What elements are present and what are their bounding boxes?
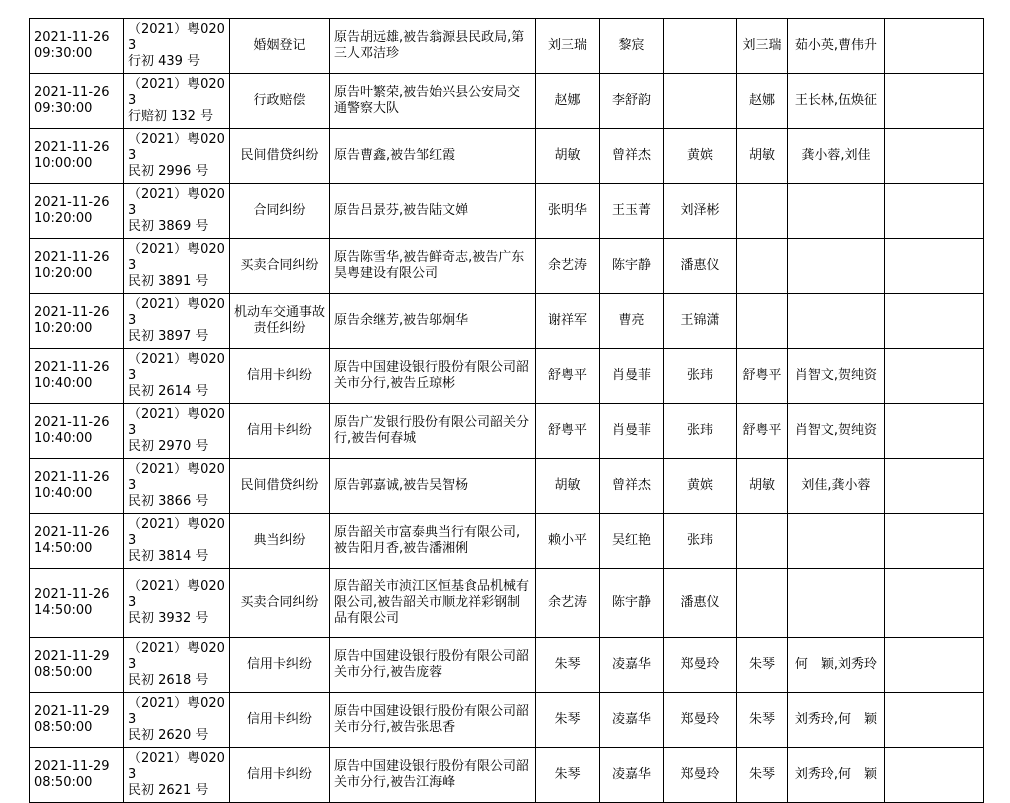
table-row (30, 638, 984, 693)
presiding-judge-cell (737, 239, 788, 294)
clerk-cell: 吴红艳 (600, 514, 664, 569)
case-cause-cell: 信用卡纠纷 (230, 693, 330, 748)
hearing-time-cell: 2021-11-26 10:20:00 (30, 239, 124, 294)
extra-cell (885, 748, 984, 803)
parties-cell: 原告吕景芬,被告陆文婵 (330, 184, 536, 239)
case-number-cell: （2021）粤0203 行赔初 132 号 (124, 74, 230, 129)
extra-cell (885, 239, 984, 294)
panel-members-cell: 肖智文,贺纯资 (788, 349, 885, 404)
parties-cell: 原告韶关市浈江区恒基食品机械有限公司,被告韶关市顺龙祥彩钢制品有限公司 (330, 569, 536, 638)
extra-cell (885, 19, 984, 74)
assistant-cell: 郑曼玲 (664, 748, 737, 803)
case-cause-cell: 民间借贷纠纷 (230, 459, 330, 514)
judge-cell: 朱琴 (536, 693, 600, 748)
assistant-cell: 郑曼玲 (664, 693, 737, 748)
hearing-time-cell: 2021-11-26 09:30:00 (30, 19, 124, 74)
case-number-cell: （2021）粤0203 民初 3891 号 (124, 239, 230, 294)
extra-cell (885, 349, 984, 404)
panel-members-cell: 刘秀玲,何 颖 (788, 748, 885, 803)
clerk-cell: 黎宸 (600, 19, 664, 74)
judge-cell: 余艺涛 (536, 239, 600, 294)
hearing-time-cell: 2021-11-29 08:50:00 (30, 693, 124, 748)
judge-cell: 刘三瑞 (536, 19, 600, 74)
assistant-cell: 王锦潇 (664, 294, 737, 349)
case-number-cell: （2021）粤0203 民初 3897 号 (124, 294, 230, 349)
clerk-cell: 陈宇静 (600, 569, 664, 638)
parties-cell: 原告余继芳,被告邬炯华 (330, 294, 536, 349)
presiding-judge-cell (737, 294, 788, 349)
parties-cell: 原告曹鑫,被告邹红霞 (330, 129, 536, 184)
hearing-schedule-table (29, 18, 984, 803)
clerk-cell: 肖曼菲 (600, 404, 664, 459)
table-row (30, 74, 984, 129)
parties-cell: 原告中国建设银行股份有限公司韶关市分行,被告张思香 (330, 693, 536, 748)
table-row (30, 748, 984, 803)
judge-cell: 张明华 (536, 184, 600, 239)
assistant-cell: 黄嫔 (664, 129, 737, 184)
judge-cell: 朱琴 (536, 748, 600, 803)
case-number-cell: （2021）粤0203 民初 3932 号 (124, 569, 230, 638)
assistant-cell: 黄嫔 (664, 459, 737, 514)
case-number-cell: （2021）粤0203 民初 2618 号 (124, 638, 230, 693)
presiding-judge-cell: 赵娜 (737, 74, 788, 129)
parties-cell: 原告陈雪华,被告鲜奇志,被告广东昊粤建设有限公司 (330, 239, 536, 294)
judge-cell: 舒粤平 (536, 404, 600, 459)
table-body (30, 19, 984, 803)
parties-cell: 原告韶关市富泰典当行有限公司,被告阳月香,被告潘湘俐 (330, 514, 536, 569)
hearing-time-cell: 2021-11-29 08:50:00 (30, 638, 124, 693)
case-number-cell: （2021）粤0203 民初 3814 号 (124, 514, 230, 569)
extra-cell (885, 129, 984, 184)
case-number-cell: （2021）粤0203 行初 439 号 (124, 19, 230, 74)
case-number-cell: （2021）粤0203 民初 3869 号 (124, 184, 230, 239)
panel-members-cell: 何 颖,刘秀玲 (788, 638, 885, 693)
judge-cell: 朱琴 (536, 638, 600, 693)
case-cause-cell: 典当纠纷 (230, 514, 330, 569)
extra-cell (885, 294, 984, 349)
presiding-judge-cell: 朱琴 (737, 693, 788, 748)
presiding-judge-cell (737, 184, 788, 239)
case-cause-cell: 信用卡纠纷 (230, 404, 330, 459)
judge-cell: 赖小平 (536, 514, 600, 569)
assistant-cell (664, 19, 737, 74)
presiding-judge-cell: 胡敏 (737, 459, 788, 514)
case-cause-cell: 合同纠纷 (230, 184, 330, 239)
case-cause-cell: 买卖合同纠纷 (230, 569, 330, 638)
case-number-cell: （2021）粤0203 民初 2620 号 (124, 693, 230, 748)
panel-members-cell (788, 184, 885, 239)
case-number-cell: （2021）粤0203 民初 2970 号 (124, 404, 230, 459)
assistant-cell: 刘泽彬 (664, 184, 737, 239)
case-cause-cell: 信用卡纠纷 (230, 638, 330, 693)
clerk-cell: 凌嘉华 (600, 748, 664, 803)
table-row (30, 459, 984, 514)
extra-cell (885, 404, 984, 459)
case-cause-cell: 信用卡纠纷 (230, 748, 330, 803)
table-row (30, 239, 984, 294)
hearing-time-cell: 2021-11-26 14:50:00 (30, 569, 124, 638)
case-cause-cell: 民间借贷纠纷 (230, 129, 330, 184)
assistant-cell: 张玮 (664, 404, 737, 459)
clerk-cell: 曾祥杰 (600, 129, 664, 184)
judge-cell: 胡敏 (536, 129, 600, 184)
panel-members-cell (788, 514, 885, 569)
clerk-cell: 曾祥杰 (600, 459, 664, 514)
clerk-cell: 曹亮 (600, 294, 664, 349)
presiding-judge-cell: 朱琴 (737, 638, 788, 693)
panel-members-cell: 肖智文,贺纯资 (788, 404, 885, 459)
assistant-cell: 郑曼玲 (664, 638, 737, 693)
extra-cell (885, 693, 984, 748)
case-number-cell: （2021）粤0203 民初 2996 号 (124, 129, 230, 184)
parties-cell: 原告郭嘉诚,被告吴智杨 (330, 459, 536, 514)
extra-cell (885, 184, 984, 239)
hearing-time-cell: 2021-11-26 10:40:00 (30, 349, 124, 404)
judge-cell: 谢祥军 (536, 294, 600, 349)
extra-cell (885, 638, 984, 693)
assistant-cell: 潘惠仪 (664, 569, 737, 638)
hearing-time-cell: 2021-11-26 10:20:00 (30, 294, 124, 349)
hearing-time-cell: 2021-11-26 10:40:00 (30, 459, 124, 514)
case-number-cell: （2021）粤0203 民初 2614 号 (124, 349, 230, 404)
panel-members-cell: 刘秀玲,何 颖 (788, 693, 885, 748)
case-cause-cell: 买卖合同纠纷 (230, 239, 330, 294)
panel-members-cell (788, 294, 885, 349)
presiding-judge-cell (737, 514, 788, 569)
clerk-cell: 李舒韵 (600, 74, 664, 129)
hearing-time-cell: 2021-11-26 10:00:00 (30, 129, 124, 184)
hearing-time-cell: 2021-11-29 08:50:00 (30, 748, 124, 803)
table-row (30, 19, 984, 74)
panel-members-cell: 王长林,伍焕征 (788, 74, 885, 129)
presiding-judge-cell: 朱琴 (737, 748, 788, 803)
judge-cell: 胡敏 (536, 459, 600, 514)
hearing-time-cell: 2021-11-26 10:20:00 (30, 184, 124, 239)
table-row (30, 184, 984, 239)
extra-cell (885, 569, 984, 638)
extra-cell (885, 459, 984, 514)
table-row (30, 404, 984, 459)
assistant-cell (664, 74, 737, 129)
clerk-cell: 肖曼菲 (600, 349, 664, 404)
assistant-cell: 潘惠仪 (664, 239, 737, 294)
case-cause-cell: 信用卡纠纷 (230, 349, 330, 404)
parties-cell: 原告中国建设银行股份有限公司韶关市分行,被告江海峰 (330, 748, 536, 803)
table-row (30, 349, 984, 404)
assistant-cell: 张玮 (664, 514, 737, 569)
parties-cell: 原告叶繁荣,被告始兴县公安局交通警察大队 (330, 74, 536, 129)
presiding-judge-cell (737, 569, 788, 638)
panel-members-cell: 茹小英,曹伟升 (788, 19, 885, 74)
judge-cell: 舒粤平 (536, 349, 600, 404)
parties-cell: 原告中国建设银行股份有限公司韶关市分行,被告庞蓉 (330, 638, 536, 693)
table-row (30, 693, 984, 748)
table-row (30, 294, 984, 349)
table-row (30, 514, 984, 569)
case-cause-cell: 婚姻登记 (230, 19, 330, 74)
panel-members-cell (788, 239, 885, 294)
judge-cell: 赵娜 (536, 74, 600, 129)
table-row (30, 129, 984, 184)
hearing-time-cell: 2021-11-26 10:40:00 (30, 404, 124, 459)
case-number-cell: （2021）粤0203 民初 3866 号 (124, 459, 230, 514)
case-cause-cell: 行政赔偿 (230, 74, 330, 129)
hearing-time-cell: 2021-11-26 09:30:00 (30, 74, 124, 129)
presiding-judge-cell: 刘三瑞 (737, 19, 788, 74)
panel-members-cell: 刘佳,龚小蓉 (788, 459, 885, 514)
extra-cell (885, 514, 984, 569)
assistant-cell: 张玮 (664, 349, 737, 404)
parties-cell: 原告中国建设银行股份有限公司韶关市分行,被告丘琼彬 (330, 349, 536, 404)
panel-members-cell (788, 569, 885, 638)
clerk-cell: 凌嘉华 (600, 693, 664, 748)
clerk-cell: 王玉菁 (600, 184, 664, 239)
judge-cell: 余艺涛 (536, 569, 600, 638)
hearing-time-cell: 2021-11-26 14:50:00 (30, 514, 124, 569)
presiding-judge-cell: 舒粤平 (737, 349, 788, 404)
presiding-judge-cell: 胡敏 (737, 129, 788, 184)
extra-cell (885, 74, 984, 129)
parties-cell: 原告胡远雄,被告翁源县民政局,第三人邓洁珍 (330, 19, 536, 74)
case-cause-cell: 机动车交通事故责任纠纷 (230, 294, 330, 349)
clerk-cell: 陈宇静 (600, 239, 664, 294)
presiding-judge-cell: 舒粤平 (737, 404, 788, 459)
table-row (30, 569, 984, 638)
parties-cell: 原告广发银行股份有限公司韶关分行,被告何春城 (330, 404, 536, 459)
clerk-cell: 凌嘉华 (600, 638, 664, 693)
case-number-cell: （2021）粤0203 民初 2621 号 (124, 748, 230, 803)
panel-members-cell: 龚小蓉,刘佳 (788, 129, 885, 184)
